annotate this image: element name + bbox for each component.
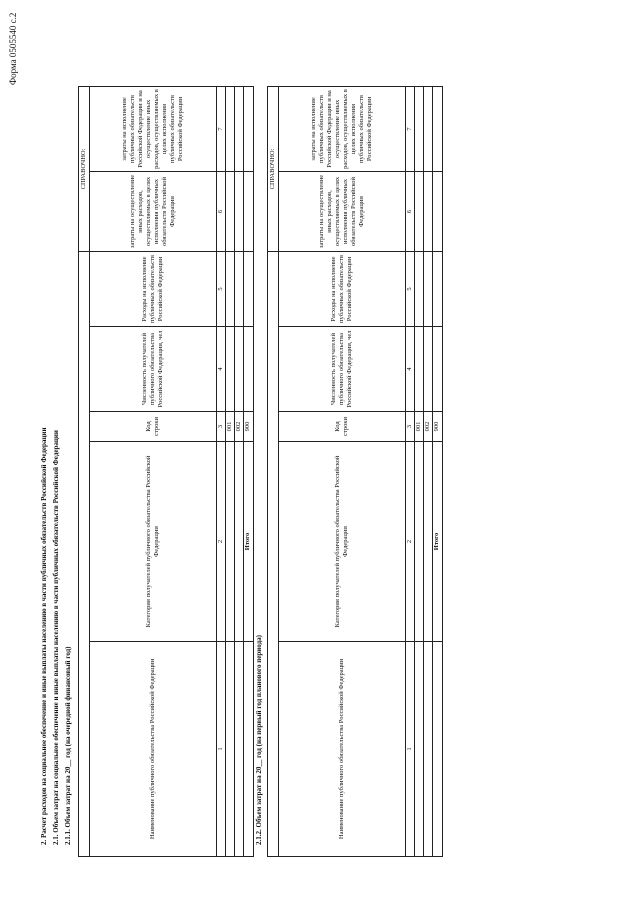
table-cell xyxy=(424,172,433,252)
table-cell xyxy=(235,327,244,412)
col-number: 5 xyxy=(406,252,415,327)
table-cell xyxy=(235,442,244,642)
table-cell xyxy=(235,86,244,171)
table-cell xyxy=(226,442,235,642)
col-number: 6 xyxy=(406,172,415,252)
col-number: 3 xyxy=(406,412,415,442)
table-cell xyxy=(433,86,442,171)
table-cell xyxy=(415,86,424,171)
row-code: 002 xyxy=(424,412,433,442)
col-header-row-code: Код строки xyxy=(90,412,217,442)
table-cell xyxy=(226,252,235,327)
table-cell xyxy=(244,172,253,252)
table-cell xyxy=(433,252,442,327)
col-header-obligation-name: Наименование публичного обязательства Российской Федерации xyxy=(279,642,406,857)
subsection-heading: 2.1. Объем затрат на социальное обеспечение и иные выплаты населению в части публичных обязательств Российской Федерации xyxy=(52,430,60,845)
col-header-obligation-name: Наименование публичного обязательства Российской Федерации xyxy=(90,642,217,857)
table-cell xyxy=(433,172,442,252)
table-cell xyxy=(415,442,424,642)
table-cell xyxy=(226,172,235,252)
col-number: 6 xyxy=(217,172,226,252)
reference-label: СПРАВОЧНО: xyxy=(268,86,279,251)
table-cell xyxy=(424,327,433,412)
col-header-total-expenses: затраты на исполнение публичных обязательств Российской Федерации и на осуществление иных расходов, осуществляемых в целях исполнения публичных обязательств Российской Федерации xyxy=(279,86,406,171)
total-code: 900 xyxy=(244,412,253,442)
col-number: 4 xyxy=(406,327,415,412)
table-cell xyxy=(226,327,235,412)
col-header-recipient-category: Категория получателей публичного обязательства Российской Федерации xyxy=(90,442,217,642)
table-cell xyxy=(415,172,424,252)
col-header-row-code: Код строки xyxy=(279,412,406,442)
col-header-total-expenses: затраты на исполнение публичных обязательств Российской Федерации и на осуществление иных расходов, осуществляемых в целях исполнения публичных обязательств Российской Федерации xyxy=(90,86,217,171)
cost-table-first-plan-year xyxy=(267,86,443,857)
table-row xyxy=(235,86,244,856)
col-header-recipient-count: Численность получателей публичного обязательства Российской Федерации, чел xyxy=(279,327,406,412)
section-heading: 2. Расчет расходов на социальное обеспечение и иные выплаты населению в части публичных обязательств Российской Федерации xyxy=(40,427,48,845)
col-number: 3 xyxy=(217,412,226,442)
table-cell xyxy=(235,642,244,857)
col-number: 2 xyxy=(406,442,415,642)
col-number: 7 xyxy=(217,86,226,171)
table-cell xyxy=(424,252,433,327)
table-cell xyxy=(244,86,253,171)
table-cell xyxy=(415,327,424,412)
total-row xyxy=(244,86,253,856)
col-number: 2 xyxy=(217,442,226,642)
col-number: 1 xyxy=(217,642,226,857)
table-cell xyxy=(226,642,235,857)
table1-title: 2.1.1. Объем затрат на 20__ год (на очередной финансовый год) xyxy=(64,646,72,845)
col-number: 4 xyxy=(217,327,226,412)
form-number: Форма 0505540 с.2 xyxy=(8,12,18,85)
col-header-obligation-expenses: Расходы на исполнение публичных обязательств Российской Федерации xyxy=(279,252,406,327)
table-row xyxy=(415,86,424,856)
col-header-recipient-category: Категория получателей публичного обязательства Российской Федерации xyxy=(279,442,406,642)
total-row xyxy=(433,86,442,856)
table-cell xyxy=(235,172,244,252)
col-header-recipient-count: Численность получателей публичного обязательства Российской Федерации, чел xyxy=(90,327,217,412)
col-header-obligation-expenses: Расходы на исполнение публичных обязательств Российской Федерации xyxy=(90,252,217,327)
row-code: 001 xyxy=(226,412,235,442)
row-code: 001 xyxy=(415,412,424,442)
table-cell xyxy=(226,86,235,171)
cost-table-current-year xyxy=(78,86,254,857)
table-cell xyxy=(244,327,253,412)
table-cell xyxy=(424,442,433,642)
table-row xyxy=(226,86,235,856)
table-cell xyxy=(235,252,244,327)
reference-label: СПРАВОЧНО: xyxy=(79,86,90,251)
table-cell xyxy=(433,327,442,412)
total-label: Итого xyxy=(244,442,253,642)
table-cell xyxy=(424,86,433,171)
col-number: 1 xyxy=(406,642,415,857)
table-cell xyxy=(424,642,433,857)
total-code: 900 xyxy=(433,412,442,442)
table-cell xyxy=(415,252,424,327)
total-label: Итого xyxy=(433,442,442,642)
table2-title: 2.1.2. Объем затрат на 20__ год (на первый год планового периода) xyxy=(255,635,263,845)
table-cell xyxy=(415,642,424,857)
col-number: 7 xyxy=(406,86,415,171)
table-row xyxy=(424,86,433,856)
col-header-other-expenses: затраты на осуществление иных расходов, осуществляемых в целях исполнения публичных обязательств Российской Федерации xyxy=(279,172,406,252)
table-cell xyxy=(244,252,253,327)
row-code: 002 xyxy=(235,412,244,442)
col-number: 5 xyxy=(217,252,226,327)
col-header-other-expenses: затраты на осуществление иных расходов, осуществляемых в целях исполнения публичных обязательств Российской Федерации xyxy=(90,172,217,252)
